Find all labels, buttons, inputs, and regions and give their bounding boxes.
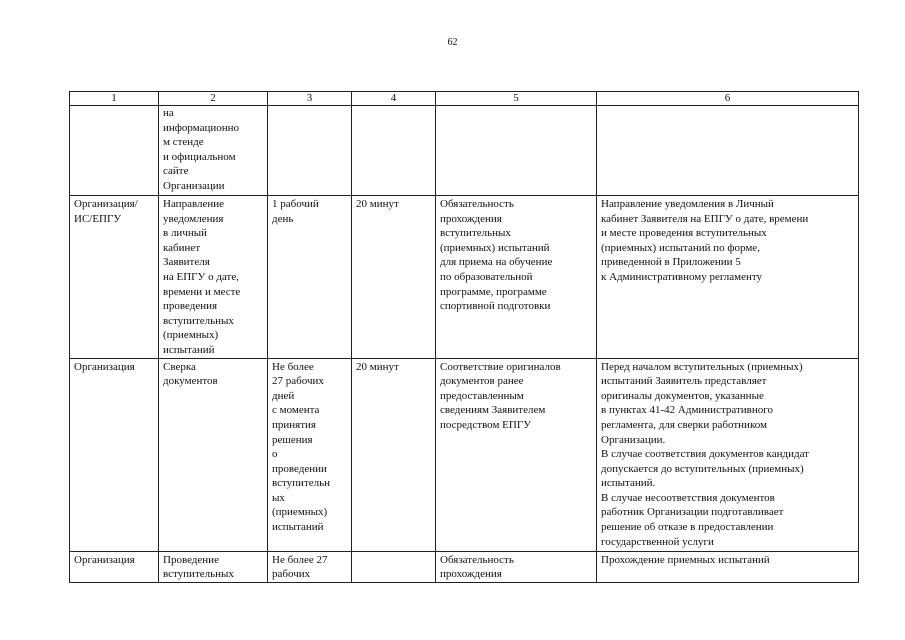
cell-labor-time bbox=[352, 358, 436, 551]
cell-responsible bbox=[70, 358, 159, 551]
cell-criteria bbox=[436, 358, 597, 551]
cell-text-line: Проведение bbox=[163, 553, 219, 566]
cell-action bbox=[159, 358, 268, 551]
cell-text-line: 20 минут bbox=[356, 198, 399, 210]
cell-responsible bbox=[70, 106, 159, 196]
cell-text-line: кабинет bbox=[163, 241, 201, 254]
cell-text-line: к Административному регламенту bbox=[601, 270, 763, 283]
cell-text-line: сведениям Заявителем bbox=[440, 404, 546, 417]
table-header-row bbox=[70, 92, 859, 106]
cell-text-line: Не более bbox=[272, 360, 314, 373]
cell-action bbox=[159, 551, 268, 582]
header-col-6: 6 bbox=[597, 92, 859, 106]
cell-text-line: документов bbox=[163, 375, 218, 388]
cell-duration bbox=[268, 358, 352, 551]
cell-text-line: вступительн bbox=[272, 477, 331, 490]
header-col-5: 5 bbox=[436, 92, 597, 106]
cell-text-line: (приемных) bbox=[272, 506, 328, 519]
cell-text-line: спортивной подготовки bbox=[440, 300, 551, 313]
cell-text-line: сайте bbox=[163, 165, 189, 178]
cell-labor-time bbox=[352, 106, 436, 196]
cell-text-line: на ЕПГУ о дате, bbox=[163, 270, 239, 283]
cell-text-line: по образовательной bbox=[440, 270, 533, 283]
cell-text-line: Не более 27 bbox=[272, 553, 328, 566]
cell-text-line: кабинет Заявителя на ЕПГУ о дате, времени bbox=[601, 212, 809, 225]
cell-text-line: прохождения bbox=[440, 212, 502, 225]
cell-text-line: регламента, для сверки работником bbox=[601, 418, 767, 431]
cell-text-line: в личный bbox=[163, 227, 208, 240]
cell-text-line: допускается до вступительных (приемных) bbox=[601, 462, 804, 475]
cell-text-line: дней bbox=[272, 389, 295, 402]
cell-text-line: Организации. bbox=[601, 433, 666, 446]
cell-labor-time bbox=[352, 551, 436, 582]
cell-text-line: испытаний Заявитель представляет bbox=[601, 375, 767, 388]
cell-text-line: работник Организации подготавливает bbox=[601, 506, 784, 519]
cell-text-line: Заявителя bbox=[163, 256, 210, 269]
cell-text-line: Обязательность bbox=[440, 198, 514, 210]
cell-duration bbox=[268, 196, 352, 359]
cell-text-line: м стенде bbox=[163, 136, 204, 149]
cell-text-line: вступительных bbox=[440, 227, 511, 240]
cell-text-line: вступительных bbox=[163, 314, 234, 327]
header-col-1: 1 bbox=[70, 92, 159, 106]
cell-text-line: Прохождение приемных испытаний bbox=[601, 553, 770, 566]
cell-text-line: о bbox=[272, 448, 278, 461]
cell-action bbox=[159, 106, 268, 196]
cell-text-line: Соответствие оригиналов bbox=[440, 360, 561, 373]
cell-result bbox=[597, 106, 859, 196]
cell-text-line: приведенной в Приложении 5 bbox=[601, 256, 741, 269]
cell-criteria bbox=[436, 106, 597, 196]
cell-criteria bbox=[436, 196, 597, 359]
regulation-table bbox=[69, 91, 859, 583]
cell-text-line: испытаний bbox=[163, 343, 215, 356]
cell-text-line: в пунктах 41-42 Административного bbox=[601, 404, 773, 417]
cell-text-line: для приема на обучение bbox=[440, 256, 553, 269]
header-col-2: 2 bbox=[159, 92, 268, 106]
header-col-4: 4 bbox=[352, 92, 436, 106]
cell-text-line: 1 рабочий bbox=[272, 198, 319, 210]
cell-text-line: Организация/ bbox=[74, 198, 138, 210]
cell-text-line: Организации bbox=[163, 179, 225, 192]
cell-text-line: принятия bbox=[272, 418, 316, 431]
table-row bbox=[70, 106, 859, 196]
cell-result bbox=[597, 551, 859, 582]
cell-text-line: прохождения bbox=[440, 568, 502, 581]
header-col-3: 3 bbox=[268, 92, 352, 106]
cell-text-line: оригиналы документов, указанные bbox=[601, 389, 764, 402]
cell-text-line: программе, программе bbox=[440, 285, 547, 298]
table-row bbox=[70, 196, 859, 359]
cell-text-line: предоставленным bbox=[440, 389, 524, 402]
cell-text-line: информационно bbox=[163, 121, 240, 134]
cell-text-line: уведомления bbox=[163, 212, 224, 225]
cell-text-line: проведения bbox=[163, 300, 218, 313]
cell-text-line: (приемных) bbox=[163, 329, 219, 342]
cell-duration bbox=[268, 551, 352, 582]
cell-text-line: и месте проведения вступительных bbox=[601, 227, 767, 240]
cell-text-line: документов ранее bbox=[440, 375, 524, 388]
cell-text-line: день bbox=[272, 212, 294, 225]
cell-text-line: с момента bbox=[272, 404, 320, 417]
cell-text-line: ИС/ЕПГУ bbox=[74, 212, 122, 225]
cell-labor-time bbox=[352, 196, 436, 359]
cell-text-line: (приемных) испытаний bbox=[440, 241, 550, 254]
cell-action bbox=[159, 196, 268, 359]
cell-text-line: 20 минут bbox=[356, 360, 399, 373]
cell-text-line: ых bbox=[272, 491, 285, 504]
cell-criteria bbox=[436, 551, 597, 582]
cell-text-line: государственной услуги bbox=[601, 535, 714, 548]
cell-text-line: Обязательность bbox=[440, 553, 514, 566]
cell-text-line: решения bbox=[272, 433, 313, 446]
cell-text-line: Организация bbox=[74, 553, 135, 566]
page-number: 62 bbox=[447, 37, 458, 48]
cell-text-line: Сверка bbox=[163, 360, 196, 373]
cell-duration bbox=[268, 106, 352, 196]
cell-text-line: Перед началом вступительных (приемных) bbox=[601, 360, 803, 373]
cell-responsible bbox=[70, 551, 159, 582]
cell-text-line: рабочих bbox=[272, 568, 311, 581]
cell-text-line: проведении bbox=[272, 462, 327, 475]
cell-text-line: В случае соответствия документов кандидат bbox=[601, 448, 809, 461]
cell-text-line: 27 рабочих bbox=[272, 375, 324, 388]
cell-result bbox=[597, 358, 859, 551]
cell-text-line: В случае несоответствия документов bbox=[601, 491, 775, 504]
cell-text-line: времени и месте bbox=[163, 285, 241, 298]
cell-text-line: решение об отказе в предоставлении bbox=[601, 521, 774, 534]
cell-text-line: Организация bbox=[74, 360, 135, 373]
table-row bbox=[70, 358, 859, 551]
cell-text-line: испытаний. bbox=[601, 477, 656, 490]
table-row bbox=[70, 551, 859, 582]
cell-text-line: (приемных) испытаний по форме, bbox=[601, 241, 760, 254]
cell-text-line: посредством ЕПГУ bbox=[440, 418, 531, 431]
cell-responsible bbox=[70, 196, 159, 359]
cell-text-line: Направление уведомления в Личный bbox=[601, 198, 774, 210]
cell-text-line: испытаний bbox=[272, 521, 324, 534]
cell-text-line: на bbox=[163, 107, 174, 119]
cell-text-line: и официальном bbox=[163, 150, 236, 163]
cell-text-line: Направление bbox=[163, 198, 225, 210]
cell-text-line: вступительных bbox=[163, 568, 234, 581]
cell-result bbox=[597, 196, 859, 359]
